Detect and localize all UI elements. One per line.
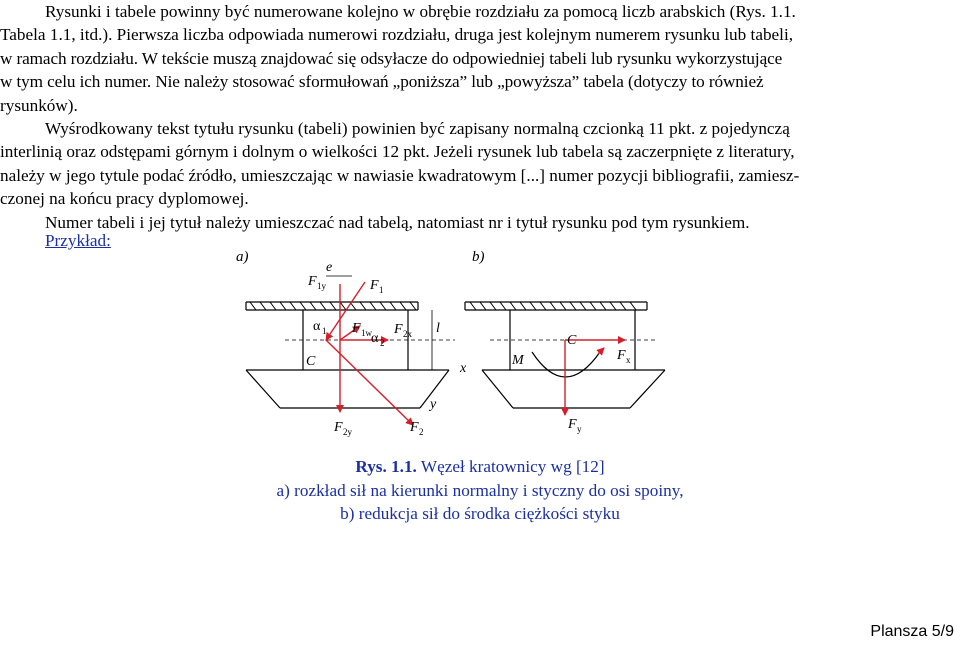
label-alpha2-sub: 2: [380, 338, 385, 348]
label-l: l: [436, 321, 440, 336]
label-F1-sub: 1: [379, 285, 384, 295]
label-F2y: F: [334, 420, 343, 435]
page-footer: Plansza 5/9: [870, 623, 954, 640]
panel-a-forces: [326, 282, 413, 425]
text-line: interlinią oraz odstępami górnym i dolnym o wielkości 12 pkt. Jeżeli rysunek lub tabela są zaczerpnięte z literatury,: [0, 142, 795, 162]
label-F2-sub: 2: [419, 427, 424, 437]
label-Fy: F: [568, 417, 577, 432]
panel-b-label: b): [472, 249, 485, 265]
text-line: Wyśrodkowany tekst tytułu rysunku (tabeli) powinien być zapisany normalną czcionką 11 pkt. z pojedynczą: [45, 118, 790, 138]
text-line: Numer tabeli i jej tytuł należy umieszczać nad tabelą, natomiast nr i tytuł rysunku pod tym rysunkiem.: [45, 212, 750, 232]
figure-caption-line3: b) redukcja sił do środka ciężkości styku: [340, 504, 620, 523]
figure-caption-line2: a) rozkład sił na kierunki normalny i styczny do osi spoiny,: [276, 481, 684, 500]
label-F1y: F: [308, 274, 317, 289]
label-alpha1-sub: 1: [322, 326, 327, 336]
label-F2y-sub: 2y: [343, 427, 352, 437]
label-Fx: F: [617, 348, 626, 363]
panel-a-label: a): [236, 249, 249, 265]
panel-b-hatching: [470, 302, 636, 310]
caption-number: Rys. 1.1.: [355, 457, 417, 476]
caption-title: Węzeł kratownicy wg [12]: [420, 457, 605, 476]
label-F1w-sub: 1w: [361, 328, 372, 338]
label-e: e: [326, 260, 333, 275]
label-alpha2: α: [371, 331, 379, 346]
example-label: Przykład:: [45, 231, 111, 250]
text-line: należy w jego tytule podać źródło, umieszczając w nawiasie kwadratowym [...] numer pozycji bibliografii, zamiesz-: [0, 165, 800, 185]
text-line: w tym celu ich numer. Nie należy stosować sformułowań „poniższa” lub „powyższa” tabela (dotyczy to również: [0, 72, 764, 92]
text-line: Tabela 1.1, itd.). Pierwsza liczba odpowiada numerowi rozdziału, druga jest kolejnym numerem rysunku lub tabeli,: [0, 25, 794, 45]
label-alpha1: α: [313, 319, 321, 334]
panel-a-structure: [246, 302, 449, 408]
label-F2x-sub: 2x: [403, 329, 412, 339]
label-y: y: [430, 397, 437, 412]
text-line: rysunków).: [0, 95, 78, 115]
label-C-a: C: [306, 354, 316, 369]
label-F2x: F: [394, 322, 403, 337]
label-F2: F: [410, 420, 419, 435]
label-F1w: F: [352, 321, 361, 336]
moment-arc: [532, 352, 600, 377]
label-C-b: C: [567, 333, 577, 348]
text-line: w ramach rozdziału. W tekście muszą znajdować się odsyłacze do odpowiedniej tabeli lub rysunku wykorzystujące: [0, 48, 783, 68]
figure-caption-line1: [200, 455, 760, 478]
label-Fx-sub: x: [626, 355, 631, 365]
label-F1: F: [370, 278, 379, 293]
panel-a-hatching: [250, 302, 416, 310]
label-M: M: [512, 353, 524, 368]
text-line: czonej na końcu pracy dyplomowej.: [0, 189, 249, 209]
panel-b-forces: [565, 340, 625, 415]
text-line: Rysunki i tabele powinny być numerowane kolejno w obrębie rozdziału za pomocą liczb arabskich (Rys. 1.1.: [45, 2, 796, 21]
label-Fy-sub: y: [577, 424, 582, 434]
label-x: x: [460, 361, 467, 376]
label-F1y-sub: 1y: [317, 281, 326, 291]
